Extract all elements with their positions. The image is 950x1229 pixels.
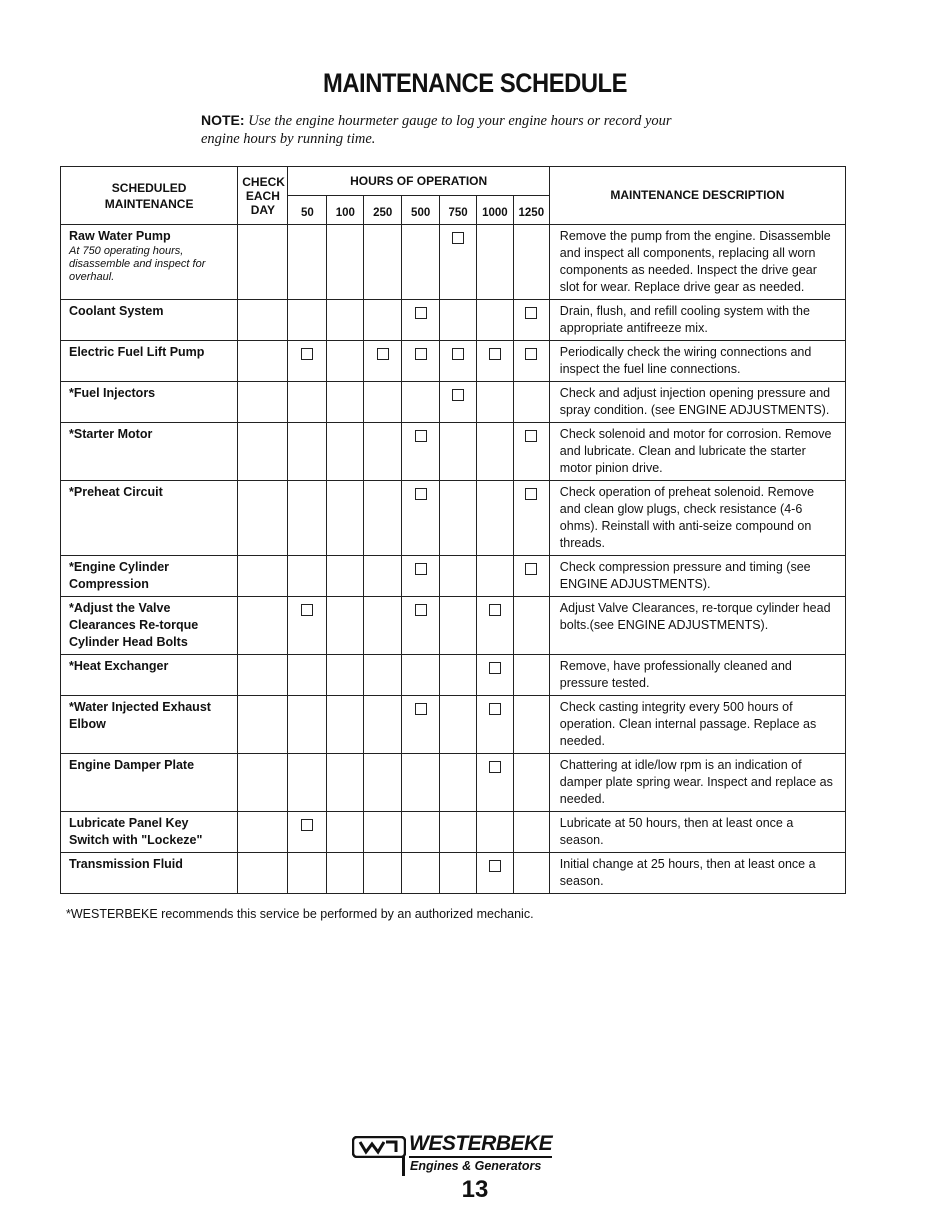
hour-cell-750 (440, 754, 477, 812)
maintenance-item (61, 481, 238, 556)
header-hours-of-operation: HOURS OF OPERATION (288, 167, 549, 196)
hour-cell-50 (288, 423, 327, 481)
check-each-day-cell (238, 382, 288, 423)
table-row (61, 754, 846, 812)
maintenance-item (61, 655, 238, 696)
hour-cell-500 (402, 754, 440, 812)
maintenance-description: Adjust Valve Clearances, re-torque cylinder head bolts.(see ENGINE ADJUSTMENTS). (549, 597, 845, 655)
hour-cell-1000 (476, 853, 513, 894)
hour-cell-500 (402, 556, 440, 597)
logo-brand: WESTERBEKE (409, 1132, 552, 1158)
hour-cell-250 (364, 481, 402, 556)
maintenance-item-name: Engine Damper Plate (69, 758, 195, 772)
maintenance-item-name: *Heat Exchanger (69, 659, 169, 673)
maintenance-description: Check and adjust injection opening pressure and spray condition. (see ENGINE ADJUSTMENTS). (549, 382, 845, 423)
checkbox-icon (489, 662, 501, 674)
check-each-day-cell (238, 481, 288, 556)
hour-cell-500 (402, 481, 440, 556)
hour-cell-1000 (476, 481, 513, 556)
maintenance-item-name: Raw Water Pump (69, 229, 171, 243)
checkbox-icon (301, 604, 313, 616)
westerbeke-logo (352, 1132, 582, 1180)
hour-cell-750 (440, 300, 477, 341)
hour-cell-750 (440, 556, 477, 597)
hour-cell-1000 (476, 382, 513, 423)
check-each-day-cell (238, 341, 288, 382)
maintenance-item (61, 382, 238, 423)
hour-cell-1250 (513, 225, 549, 300)
maintenance-description: Chattering at idle/low rpm is an indication of damper plate spring wear. Inspect and replace as needed. (549, 754, 845, 812)
page-title: MAINTENANCE SCHEDULE (322, 68, 628, 98)
checkbox-icon (415, 307, 427, 319)
hour-cell-750 (440, 225, 477, 300)
hour-cell-500 (402, 423, 440, 481)
hour-cell-750 (440, 341, 477, 382)
checkbox-icon (452, 348, 464, 360)
check-each-day-cell (238, 655, 288, 696)
hour-cell-750 (440, 481, 477, 556)
table-body (61, 225, 846, 894)
maintenance-item (61, 225, 238, 300)
maintenance-item (61, 423, 238, 481)
check-each-day-cell (238, 300, 288, 341)
hour-cell-500 (402, 225, 440, 300)
checkbox-icon (377, 348, 389, 360)
hour-cell-100 (327, 341, 364, 382)
hour-cell-1000 (476, 597, 513, 655)
logo-tagline: Engines & Generators (410, 1159, 542, 1173)
maintenance-item (61, 556, 238, 597)
hour-cell-250 (364, 382, 402, 423)
check-each-day-cell (238, 597, 288, 655)
hour-cell-100 (327, 382, 364, 423)
hour-cell-500 (402, 853, 440, 894)
hour-cell-1250 (513, 853, 549, 894)
checkbox-icon (452, 232, 464, 244)
maintenance-item (61, 300, 238, 341)
hour-cell-100 (327, 597, 364, 655)
maintenance-item-name: *Fuel Injectors (69, 386, 156, 400)
hour-cell-1000 (476, 754, 513, 812)
hour-cell-500 (402, 341, 440, 382)
page-number: 13 (461, 1176, 489, 1203)
check-each-day-cell (238, 812, 288, 853)
maintenance-description: Check operation of preheat solenoid. Remove and clean glow plugs, check resistance (4-6 ohms). Reinstall with anti-seize compound on threads. (549, 481, 845, 556)
hour-cell-750 (440, 812, 477, 853)
checkbox-icon (415, 488, 427, 500)
maintenance-table (60, 166, 846, 894)
maintenance-item (61, 597, 238, 655)
table-row (61, 655, 846, 696)
hour-cell-250 (364, 597, 402, 655)
checkbox-icon (525, 307, 537, 319)
maintenance-item (61, 696, 238, 754)
table-row (61, 812, 846, 853)
checkbox-icon (525, 348, 537, 360)
hour-cell-1250 (513, 300, 549, 341)
maintenance-item-name: *Water Injected Exhaust Elbow (69, 700, 211, 731)
table-row (61, 853, 846, 894)
hour-cell-250 (364, 300, 402, 341)
checkbox-icon (452, 389, 464, 401)
hour-cell-1250 (513, 423, 549, 481)
hour-cell-50 (288, 696, 327, 754)
check-each-day-cell (238, 853, 288, 894)
hour-cell-500 (402, 597, 440, 655)
checkbox-icon (525, 430, 537, 442)
hour-cell-50 (288, 341, 327, 382)
hour-cell-500 (402, 812, 440, 853)
maintenance-item-note: At 750 operating hours, disassemble and inspect for overhaul. (69, 245, 206, 283)
header-hour-250: 250 (364, 196, 402, 225)
hour-cell-250 (364, 696, 402, 754)
note-label: NOTE: (201, 112, 245, 128)
hour-cell-250 (364, 556, 402, 597)
hour-cell-1250 (513, 754, 549, 812)
checkbox-icon (301, 348, 313, 360)
maintenance-description: Check casting integrity every 500 hours of operation. Clean internal passage. Replace as needed. (549, 696, 845, 754)
hour-cell-100 (327, 423, 364, 481)
hour-cell-50 (288, 300, 327, 341)
maintenance-item (61, 853, 238, 894)
hour-cell-100 (327, 300, 364, 341)
maintenance-description: Periodically check the wiring connections and inspect the fuel line connections. (549, 341, 845, 382)
hour-cell-500 (402, 300, 440, 341)
hour-cell-750 (440, 423, 477, 481)
table-row (61, 225, 846, 300)
hour-cell-1250 (513, 812, 549, 853)
maintenance-item-name: Transmission Fluid (69, 857, 183, 871)
maintenance-description: Drain, flush, and refill cooling system with the appropriate antifreeze mix. (549, 300, 845, 341)
maintenance-item (61, 341, 238, 382)
hour-cell-50 (288, 556, 327, 597)
table-row (61, 300, 846, 341)
header-scheduled-maintenance: SCHEDULED MAINTENANCE (61, 167, 238, 225)
checkbox-icon (489, 860, 501, 872)
maintenance-description: Remove, have professionally cleaned and pressure tested. (549, 655, 845, 696)
checkbox-icon (489, 703, 501, 715)
hour-cell-1000 (476, 655, 513, 696)
hour-cell-1250 (513, 597, 549, 655)
checkbox-icon (489, 348, 501, 360)
maintenance-item-name: Lubricate Panel Key Switch with "Lockeze" (69, 816, 203, 847)
hour-cell-750 (440, 696, 477, 754)
checkbox-icon (525, 563, 537, 575)
checkbox-icon (489, 604, 501, 616)
hour-cell-1000 (476, 556, 513, 597)
header-check-each-day: CHECK EACH DAY (238, 167, 288, 225)
note-text: Use the engine hourmeter gauge to log your engine hours or record your engine hours by running time. (201, 113, 672, 147)
note (201, 111, 701, 148)
hour-cell-250 (364, 853, 402, 894)
hour-cell-50 (288, 812, 327, 853)
checkbox-icon (525, 488, 537, 500)
hour-cell-250 (364, 754, 402, 812)
maintenance-description: Initial change at 25 hours, then at least once a season. (549, 853, 845, 894)
hour-cell-50 (288, 853, 327, 894)
hour-cell-250 (364, 812, 402, 853)
hour-cell-250 (364, 423, 402, 481)
hour-cell-50 (288, 655, 327, 696)
checkbox-icon (415, 348, 427, 360)
checkbox-icon (415, 703, 427, 715)
table-row (61, 696, 846, 754)
checkbox-icon (489, 761, 501, 773)
hour-cell-750 (440, 382, 477, 423)
hour-cell-250 (364, 225, 402, 300)
maintenance-description: Check compression pressure and timing (see ENGINE ADJUSTMENTS). (549, 556, 845, 597)
check-each-day-cell (238, 556, 288, 597)
hour-cell-750 (440, 853, 477, 894)
maintenance-item-name: *Preheat Circuit (69, 485, 163, 499)
hour-cell-250 (364, 341, 402, 382)
header-hour-1000: 1000 (476, 196, 513, 225)
maintenance-item (61, 754, 238, 812)
hour-cell-50 (288, 225, 327, 300)
hour-cell-1000 (476, 423, 513, 481)
hour-cell-50 (288, 597, 327, 655)
maintenance-item-name: *Starter Motor (69, 427, 153, 441)
maintenance-item-name: Coolant System (69, 304, 164, 318)
westerbeke-mark-icon (352, 1136, 406, 1158)
header-hour-1250: 1250 (513, 196, 549, 225)
logo-bar (402, 1156, 405, 1176)
table-row (61, 423, 846, 481)
hour-cell-1250 (513, 556, 549, 597)
hour-cell-1000 (476, 300, 513, 341)
table-row (61, 341, 846, 382)
hour-cell-1250 (513, 382, 549, 423)
hour-cell-1250 (513, 341, 549, 382)
hour-cell-500 (402, 382, 440, 423)
hour-cell-1000 (476, 812, 513, 853)
header-maintenance-description: MAINTENANCE DESCRIPTION (549, 167, 845, 225)
hour-cell-100 (327, 655, 364, 696)
hour-cell-100 (327, 696, 364, 754)
table-row (61, 556, 846, 597)
hour-cell-100 (327, 225, 364, 300)
maintenance-item-name: *Adjust the Valve Clearances Re-torque Cylinder Head Bolts (69, 601, 199, 649)
hour-cell-250 (364, 655, 402, 696)
hour-cell-750 (440, 597, 477, 655)
maintenance-description: Check solenoid and motor for corrosion. Remove and lubricate. Clean and lubricate the starter motor pinion drive. (549, 423, 845, 481)
maintenance-item (61, 812, 238, 853)
hour-cell-50 (288, 754, 327, 812)
check-each-day-cell (238, 754, 288, 812)
hour-cell-1000 (476, 696, 513, 754)
check-each-day-cell (238, 225, 288, 300)
header-hour-500: 500 (402, 196, 440, 225)
maintenance-item-name: Electric Fuel Lift Pump (69, 345, 205, 359)
hour-cell-1250 (513, 696, 549, 754)
table-row (61, 481, 846, 556)
check-each-day-cell (238, 696, 288, 754)
hour-cell-500 (402, 696, 440, 754)
checkbox-icon (415, 563, 427, 575)
check-each-day-cell (238, 423, 288, 481)
hour-cell-1000 (476, 341, 513, 382)
checkbox-icon (415, 430, 427, 442)
hour-cell-100 (327, 853, 364, 894)
maintenance-item-name: *Engine Cylinder Compression (69, 560, 170, 591)
checkbox-icon (415, 604, 427, 616)
header-hour-100: 100 (327, 196, 364, 225)
hour-cell-1000 (476, 225, 513, 300)
hour-cell-1250 (513, 481, 549, 556)
hour-cell-100 (327, 481, 364, 556)
maintenance-description: Lubricate at 50 hours, then at least once a season. (549, 812, 845, 853)
header-hour-50: 50 (288, 196, 327, 225)
hour-cell-100 (327, 812, 364, 853)
header-hour-750: 750 (440, 196, 477, 225)
maintenance-description: Remove the pump from the engine. Disassemble and inspect all components, replacing all worn components as needed. Inspect the drive gear slot for wear. Replace drive gear as needed. (549, 225, 845, 300)
hour-cell-750 (440, 655, 477, 696)
table-row (61, 382, 846, 423)
hour-cell-100 (327, 754, 364, 812)
checkbox-icon (301, 819, 313, 831)
hour-cell-100 (327, 556, 364, 597)
hour-cell-50 (288, 382, 327, 423)
hour-cell-1250 (513, 655, 549, 696)
hour-cell-500 (402, 655, 440, 696)
table-row (61, 597, 846, 655)
hour-cell-50 (288, 481, 327, 556)
footnote: *WESTERBEKE recommends this service be performed by an authorized mechanic. (66, 907, 534, 921)
